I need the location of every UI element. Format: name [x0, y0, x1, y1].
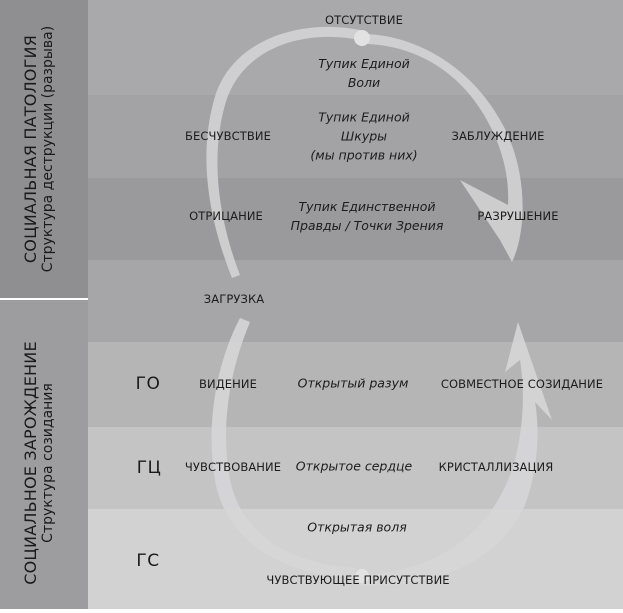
label-denial: ОТРИЦАНИЕ	[189, 209, 263, 223]
dead-end-truth-line-1: Тупик Единственной	[298, 199, 436, 214]
label-insensitivity: БЕСЧУВСТВИЕ	[185, 129, 271, 143]
label-destruction: РАЗРУШЕНИЕ	[477, 209, 559, 223]
label-delusion: ЗАБЛУЖДЕНИЕ	[451, 129, 545, 143]
creation-arc-right-arrow	[360, 322, 552, 586]
label-open-will: Открытая воля	[307, 519, 407, 535]
dead-end-will-line-2: Воли	[347, 75, 381, 90]
pathology-title: СОЦИАЛЬНАЯ ПАТОЛОГИЯ	[21, 34, 40, 264]
label-dead-end-will	[318, 54, 409, 92]
dead-end-skin-line-2: Шкуры	[340, 128, 388, 144]
dead-end-skin-line-1: Тупик Единой	[318, 109, 410, 125]
dead-end-will-line-1: Тупик Единой	[318, 56, 410, 71]
absence-dot-icon	[354, 30, 370, 46]
dead-end-skin-line-3: (мы против них)	[310, 147, 418, 163]
label-crystallizing: КРИСТАЛЛИЗАЦИЯ	[438, 460, 554, 474]
label-cocreation: СОВМЕСТНОЕ СОЗИДАНИЕ	[440, 377, 604, 391]
label-absence: ОТСУТСТВИЕ	[325, 13, 403, 27]
label-presencing: ЧУВСТВУЮЩЕЕ ПРИСУТСТВИЕ	[266, 573, 450, 587]
creation-arc-left-arrow	[212, 318, 355, 578]
label-open-mind: Открытый разум	[297, 375, 409, 391]
dead-end-truth-line-2: Правды / Точки Зрения	[290, 218, 444, 233]
level-gts: ГЦ	[136, 458, 162, 478]
emergence-subtitle: Структура созидания	[40, 383, 56, 543]
label-dead-end-skin	[310, 108, 417, 165]
label-sensing: ЧУВСТВОВАНИЕ	[184, 460, 282, 474]
level-go: ГО	[135, 374, 161, 394]
label-dead-end-truth	[291, 197, 444, 235]
label-seeing: ВИДЕНИЕ	[199, 377, 257, 391]
level-gs: ГС	[136, 551, 160, 571]
pathology-subtitle: Структура деструкции (разрыва)	[40, 25, 56, 273]
label-open-heart: Открытое сердце	[295, 458, 413, 474]
emergence-title: СОЦИАЛЬНОЕ ЗАРОЖДЕНИЕ	[21, 341, 40, 585]
label-download: ЗАГРУЗКА	[203, 292, 265, 306]
